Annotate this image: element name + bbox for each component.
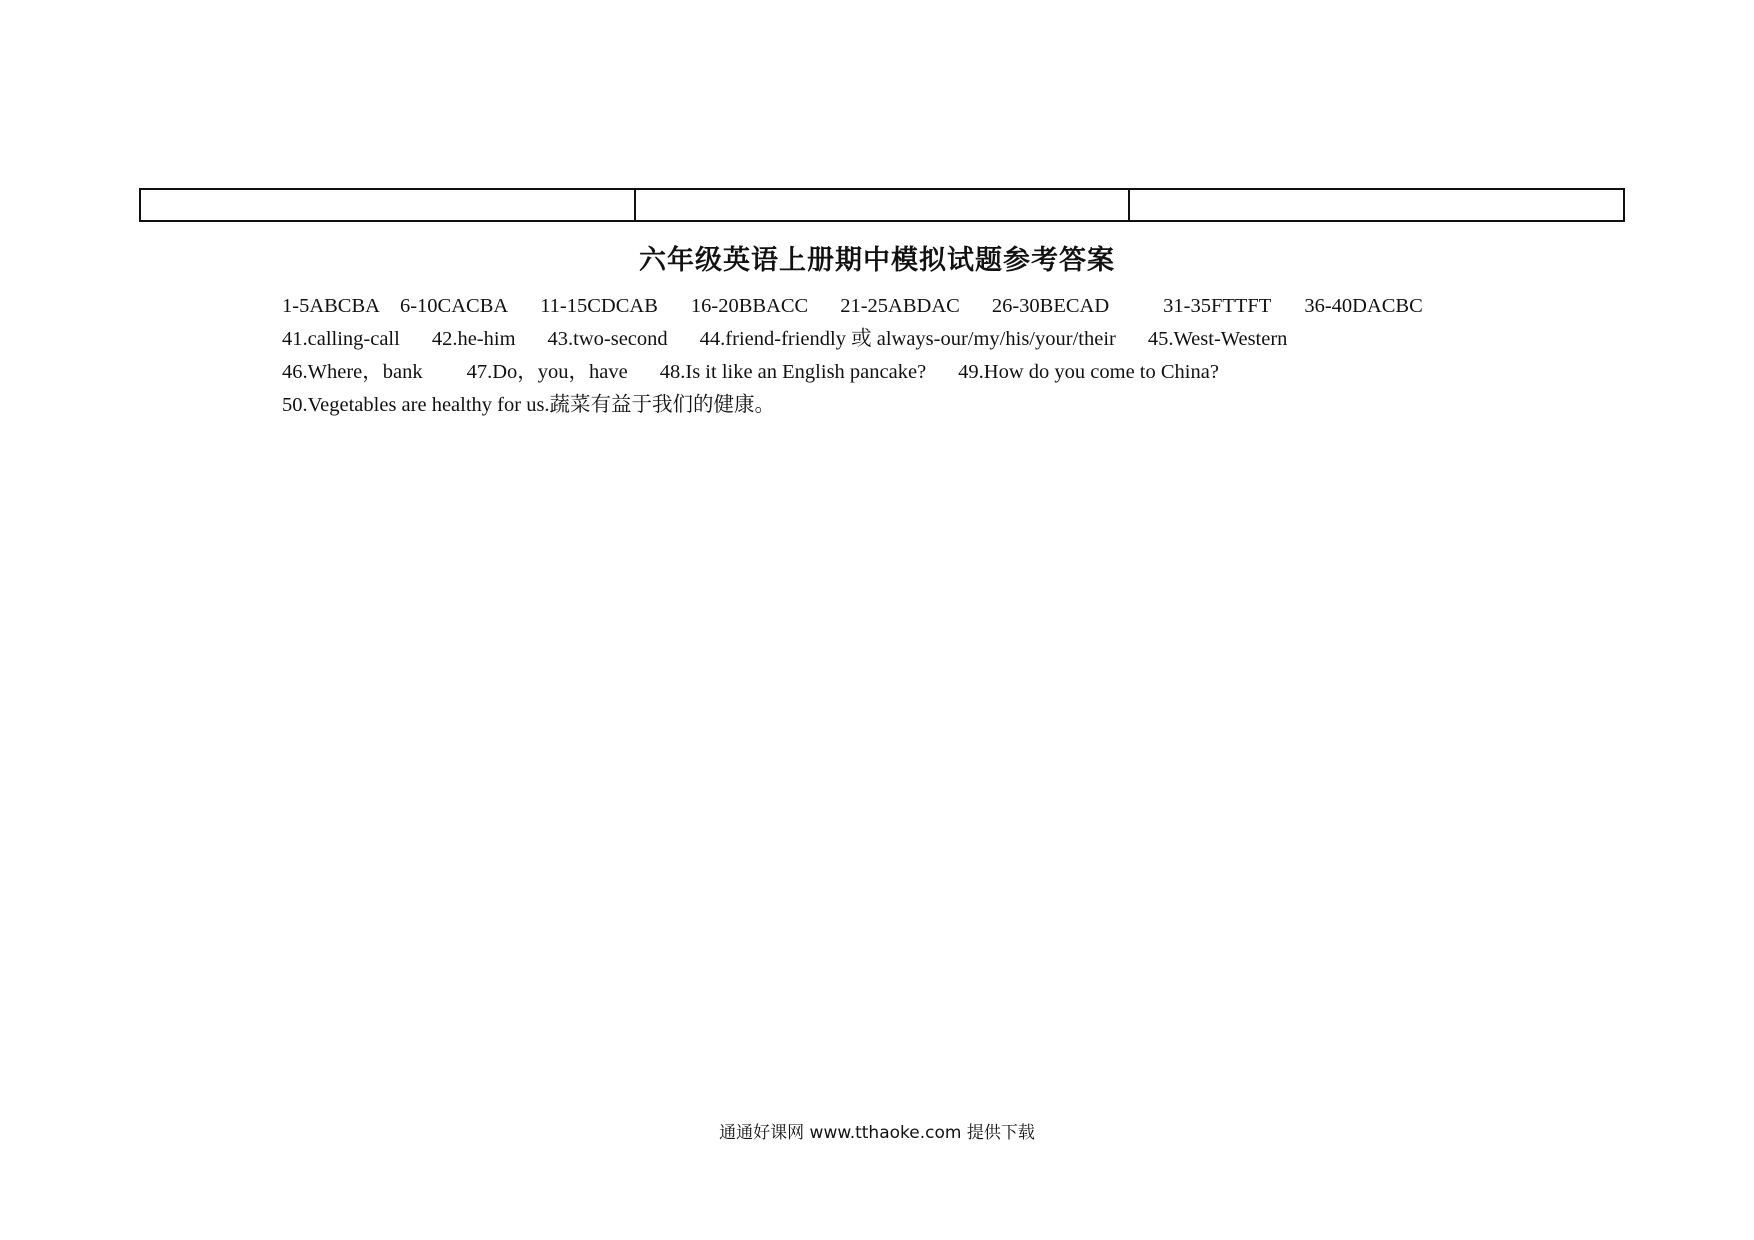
- answer-item: 31-35FTTFT: [1163, 295, 1272, 317]
- answer-item: 16-20BBACC: [690, 295, 809, 317]
- answer-row-2: [282, 323, 1622, 356]
- answer-item: 50.Vegetables are healthy for us.蔬菜有益于我们的健康。: [282, 394, 776, 416]
- answer-item: 43.two-second: [547, 328, 668, 350]
- answer-item: 44.friend-friendly 或 always-our/my/his/your/their: [699, 328, 1116, 350]
- answer-item: 26-30BECAD: [991, 295, 1110, 317]
- answer-item: 1-5ABCBA: [282, 295, 380, 317]
- answer-item: 48.Is it like an English pancake?: [659, 361, 927, 383]
- answer-item: 41.calling-call: [282, 328, 400, 350]
- answer-item: 49.How do you come to China?: [958, 361, 1219, 383]
- answer-item: 45.West-Western: [1147, 328, 1288, 350]
- header-cell: [141, 190, 634, 220]
- answer-item: 36-40DACBC: [1304, 295, 1423, 317]
- header-cell: [1128, 190, 1623, 220]
- answer-item: 46.Where，bank: [282, 361, 423, 383]
- header-table: [139, 188, 1625, 222]
- answer-item: 6-10CACBA: [399, 295, 509, 317]
- answer-item: 47.Do，you，have: [466, 361, 628, 383]
- footer-source: 通通好课网 www.tthaoke.com 提供下载: [719, 1123, 1035, 1143]
- answer-row-3: [282, 356, 1622, 389]
- header-cell: [634, 190, 1129, 220]
- answer-item: 42.he-him: [431, 328, 516, 350]
- answer-item: 21-25ABDAC: [840, 295, 960, 317]
- answer-row-1: [282, 290, 1622, 323]
- document-title: 六年级英语上册期中模拟试题参考答案: [639, 245, 1115, 276]
- answer-row-4: [282, 389, 1622, 422]
- answer-item: 11-15CDCAB: [540, 295, 658, 317]
- answer-key: [282, 290, 1622, 422]
